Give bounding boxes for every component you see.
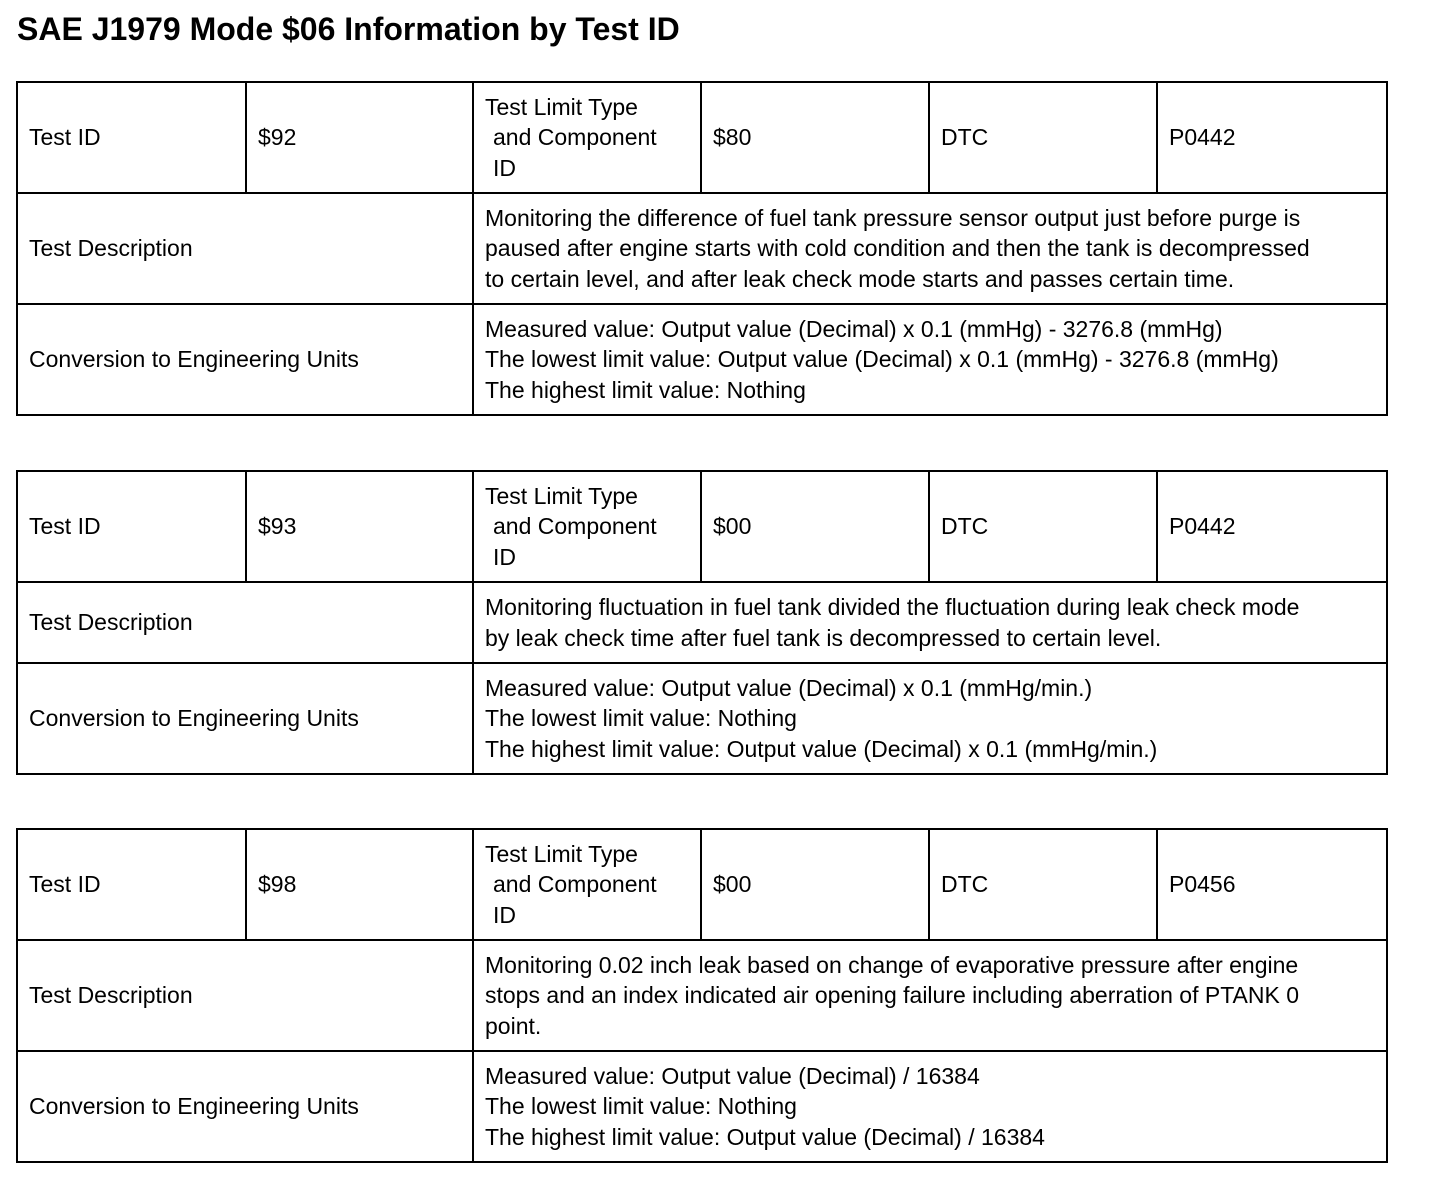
limit-type-label-line: and Component bbox=[493, 124, 657, 151]
dtc-value: P0456 bbox=[1157, 829, 1387, 940]
dtc-label: DTC bbox=[929, 829, 1157, 940]
test-id-value: $93 bbox=[246, 471, 473, 582]
conversion-line: The highest limit value: Nothing bbox=[485, 376, 806, 403]
conversion-label: Conversion to Engineering Units bbox=[17, 663, 473, 774]
test-id-value: $92 bbox=[246, 82, 473, 193]
limit-type-label-line: ID bbox=[493, 154, 516, 181]
conversion-line: The highest limit value: Output value (Decimal) / 16384 bbox=[485, 1123, 1045, 1150]
dtc-value: P0442 bbox=[1157, 471, 1387, 582]
test-description-label: Test Description bbox=[17, 940, 473, 1051]
description-line: point. bbox=[485, 1012, 542, 1039]
conversion-line: The highest limit value: Output value (Decimal) x 0.1 (mmHg/min.) bbox=[485, 735, 1158, 762]
conversion-label: Conversion to Engineering Units bbox=[17, 1051, 473, 1162]
conversion-value bbox=[473, 304, 1387, 415]
test-id-label: Test ID bbox=[17, 829, 246, 940]
limit-type-label-line: ID bbox=[493, 901, 516, 928]
conversion-line: Measured value: Output value (Decimal) x 0.1 (mmHg/min.) bbox=[485, 674, 1093, 701]
test-table-98 bbox=[16, 828, 1388, 1163]
dtc-label: DTC bbox=[929, 471, 1157, 582]
table-row-conversion bbox=[17, 304, 1387, 415]
conversion-line: The lowest limit value: Nothing bbox=[485, 1093, 797, 1120]
test-description-value bbox=[473, 940, 1387, 1051]
test-table-93 bbox=[16, 470, 1388, 775]
limit-type-label bbox=[473, 829, 701, 940]
limit-type-value: $00 bbox=[701, 829, 929, 940]
table-row-conversion bbox=[17, 663, 1387, 774]
limit-type-label-line: Test Limit Type bbox=[485, 93, 638, 120]
table-row-description bbox=[17, 193, 1387, 304]
limit-type-label bbox=[473, 471, 701, 582]
description-line: Monitoring 0.02 inch leak based on change of evaporative pressure after engine bbox=[485, 951, 1299, 978]
table-row-description bbox=[17, 582, 1387, 663]
test-id-label: Test ID bbox=[17, 471, 246, 582]
limit-type-value: $00 bbox=[701, 471, 929, 582]
description-line: stops and an index indicated air opening failure including aberration of PTANK 0 bbox=[485, 982, 1300, 1009]
dtc-value: P0442 bbox=[1157, 82, 1387, 193]
description-line: Monitoring fluctuation in fuel tank divided the fluctuation during leak check mode bbox=[485, 594, 1300, 620]
page-title: SAE J1979 Mode $06 Information by Test ID bbox=[17, 11, 680, 47]
limit-type-label-line: and Component bbox=[493, 513, 657, 540]
test-description-label: Test Description bbox=[17, 582, 473, 663]
test-description-value bbox=[473, 193, 1387, 304]
table-row-description bbox=[17, 940, 1387, 1051]
test-table-92 bbox=[16, 81, 1388, 416]
limit-type-label-line: Test Limit Type bbox=[485, 840, 638, 867]
description-line: paused after engine starts with cold condition and then the tank is decompressed bbox=[485, 235, 1310, 262]
conversion-value bbox=[473, 1051, 1387, 1162]
conversion-label: Conversion to Engineering Units bbox=[17, 304, 473, 415]
conversion-line: Measured value: Output value (Decimal) / 16384 bbox=[485, 1062, 980, 1089]
description-line: by leak check time after fuel tank is decompressed to certain level. bbox=[485, 624, 1162, 651]
table-row-conversion bbox=[17, 1051, 1387, 1162]
description-line: Monitoring the difference of fuel tank pressure sensor output just before purge is bbox=[485, 204, 1301, 231]
table-row-header bbox=[17, 471, 1387, 582]
test-id-value: $98 bbox=[246, 829, 473, 940]
table-row-header bbox=[17, 829, 1387, 940]
test-description-value bbox=[473, 582, 1387, 663]
limit-type-label-line: Test Limit Type bbox=[485, 482, 638, 509]
conversion-line: The lowest limit value: Output value (Decimal) x 0.1 (mmHg) - 3276.8 (mmHg) bbox=[485, 346, 1279, 373]
test-id-label: Test ID bbox=[17, 82, 246, 193]
table-row-header bbox=[17, 82, 1387, 193]
limit-type-label bbox=[473, 82, 701, 193]
description-line: to certain level, and after leak check mode starts and passes certain time. bbox=[485, 265, 1235, 292]
limit-type-label-line: ID bbox=[493, 543, 516, 570]
dtc-label: DTC bbox=[929, 82, 1157, 193]
conversion-line: Measured value: Output value (Decimal) x 0.1 (mmHg) - 3276.8 (mmHg) bbox=[485, 315, 1223, 342]
limit-type-label-line: and Component bbox=[493, 871, 657, 898]
conversion-value bbox=[473, 663, 1387, 774]
limit-type-value: $80 bbox=[701, 82, 929, 193]
test-description-label: Test Description bbox=[17, 193, 473, 304]
conversion-line: The lowest limit value: Nothing bbox=[485, 705, 797, 732]
